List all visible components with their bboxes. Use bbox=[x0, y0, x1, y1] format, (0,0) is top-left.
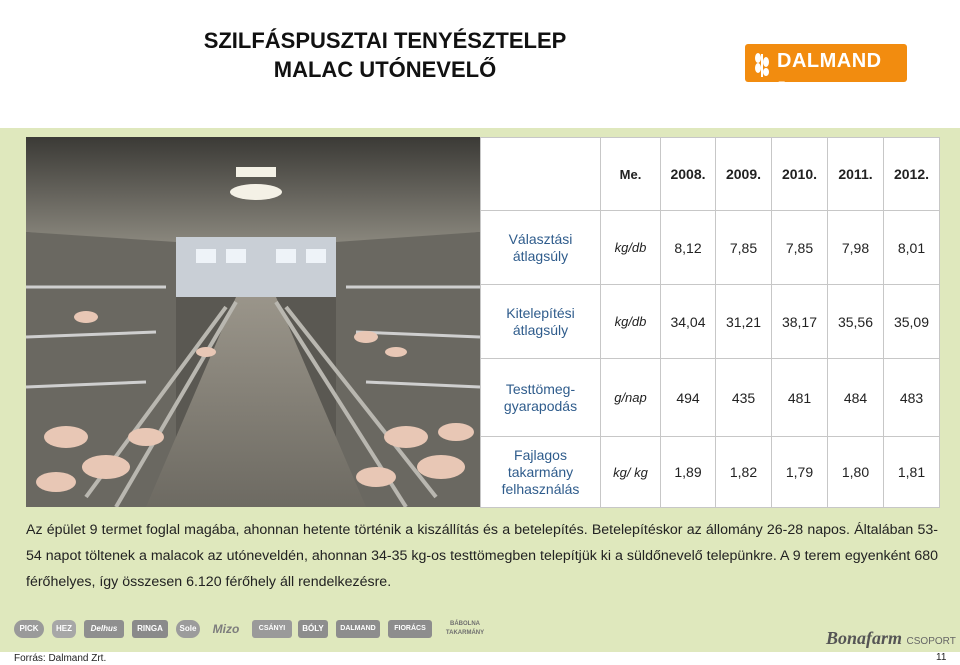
slide-header bbox=[0, 0, 960, 129]
table-corner-cell bbox=[481, 138, 601, 211]
performance-table-wrap bbox=[480, 137, 939, 507]
dalmand-logo bbox=[745, 44, 907, 93]
performance-table bbox=[480, 137, 940, 508]
value-cell: 481 bbox=[772, 359, 828, 437]
value-cell: 7,85 bbox=[716, 211, 772, 285]
footer-bar bbox=[0, 652, 960, 665]
partner-logo: HEZ bbox=[52, 620, 76, 638]
value-cell: 1,82 bbox=[716, 437, 772, 508]
column-header: 2009. bbox=[716, 138, 772, 211]
bonafarm-logo: Bonafarm CSOPORT bbox=[826, 628, 956, 648]
unit-cell: kg/db bbox=[601, 285, 661, 359]
value-cell: 1,81 bbox=[884, 437, 940, 508]
column-header: 2011. bbox=[828, 138, 884, 211]
row-label: Kitelepítési átlagsúly bbox=[481, 285, 601, 359]
page-number: 11 bbox=[936, 652, 947, 663]
value-cell: 35,09 bbox=[884, 285, 940, 359]
value-cell: 1,80 bbox=[828, 437, 884, 508]
partner-logo: PICK bbox=[14, 620, 44, 638]
title-line-1: SZILFÁSPUSZTAI TENYÉSZTELEP bbox=[203, 28, 567, 53]
value-cell: 483 bbox=[884, 359, 940, 437]
partner-logo: Mizo bbox=[212, 622, 240, 636]
unit-cell: g/nap bbox=[601, 359, 661, 437]
row-label: Fajlagos takarmány felhasználás bbox=[481, 437, 601, 508]
table-row bbox=[481, 285, 940, 359]
value-cell: 484 bbox=[828, 359, 884, 437]
source-note: Forrás: Dalmand Zrt. bbox=[14, 653, 107, 664]
value-cell: 435 bbox=[716, 359, 772, 437]
title-line-2: MALAC UTÓNEVELŐ bbox=[273, 57, 497, 82]
value-cell: 35,56 bbox=[828, 285, 884, 359]
table-row bbox=[481, 437, 940, 508]
value-cell: 7,85 bbox=[772, 211, 828, 285]
partner-logo: CSÁNYI bbox=[252, 620, 292, 638]
logo-brand-text: DALMAND Zrt. bbox=[777, 50, 882, 93]
column-header: 2008. bbox=[661, 138, 716, 211]
value-cell: 34,04 bbox=[661, 285, 716, 359]
unit-cell: kg/db bbox=[601, 211, 661, 285]
table-row bbox=[481, 211, 940, 285]
partner-logos bbox=[14, 620, 494, 650]
value-cell: 8,12 bbox=[661, 211, 716, 285]
partner-logo: Sole bbox=[176, 620, 200, 638]
value-cell: 1,79 bbox=[772, 437, 828, 508]
partner-logo: FIORÁCS bbox=[388, 620, 432, 638]
column-header: 2010. bbox=[772, 138, 828, 211]
value-cell: 494 bbox=[661, 359, 716, 437]
partner-logo: BÁBOLNA TAKARMÁNY bbox=[445, 621, 485, 636]
value-cell: 8,01 bbox=[884, 211, 940, 285]
unit-cell: kg/ kg bbox=[601, 437, 661, 508]
partner-logo: BÓLY bbox=[298, 620, 328, 638]
row-label: Testtömeg- gyarapodás bbox=[481, 359, 601, 437]
slide-title bbox=[150, 26, 620, 84]
wheat-leaf-icon bbox=[751, 48, 773, 78]
row-label: Választási átlagsúly bbox=[481, 211, 601, 285]
value-cell: 7,98 bbox=[828, 211, 884, 285]
table-header-row bbox=[481, 138, 940, 211]
column-header: Me. bbox=[601, 138, 661, 211]
value-cell: 1,89 bbox=[661, 437, 716, 508]
column-header: 2012. bbox=[884, 138, 940, 211]
partner-logo: RINGA bbox=[132, 620, 168, 638]
pig-barn-photo bbox=[26, 137, 480, 507]
table-row bbox=[481, 359, 940, 437]
partner-logo: DALMAND bbox=[336, 620, 380, 638]
value-cell: 31,21 bbox=[716, 285, 772, 359]
description-text: Az épület 9 termet foglal magába, ahonnan hetente történik a kiszállítás és a betelepítés. Betelepítéskor az állomány 26-28 napos. Általában 53-54 napot töltenek a malacok az utóneveldén, ahonnan 34-35 kg-os testtömegben telepítjük ki a süldőnevelő telepünkre. A 9 terem egyenként 680 férőhelyes, így összesen 6.120 férőhely áll rendelkezésre. bbox=[26, 522, 938, 590]
value-cell: 38,17 bbox=[772, 285, 828, 359]
partner-logo: Delhus bbox=[84, 620, 124, 638]
